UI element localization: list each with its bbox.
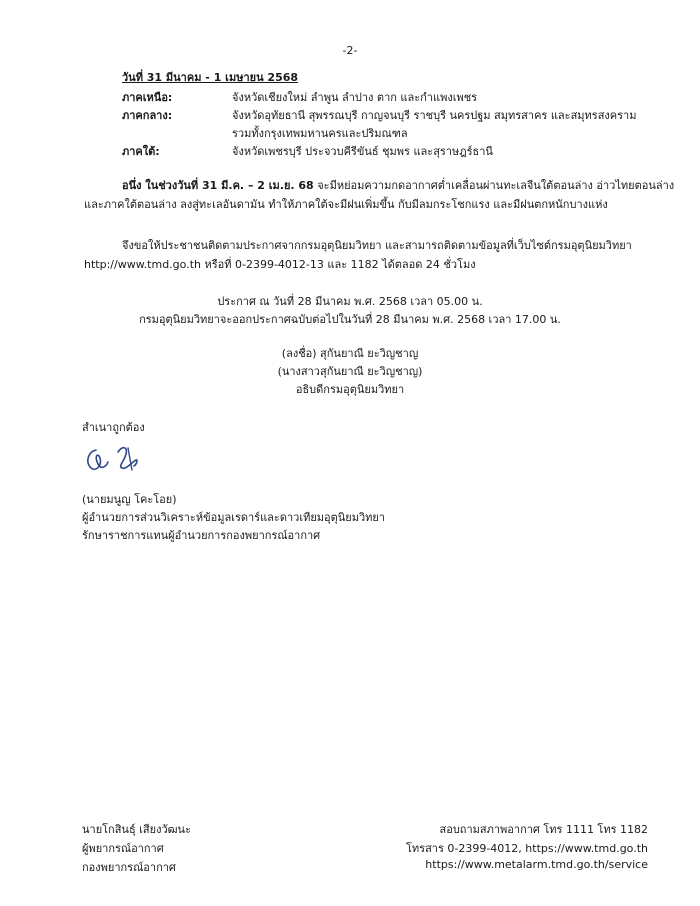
forecast-date-heading: วันที่ 31 มีนาคม - 1 เมษายน 2568: [122, 71, 299, 84]
region-central-label: ภาคกลาง:: [122, 109, 173, 122]
certified-label: สำเนาถูกต้อง: [82, 421, 145, 434]
certified-position-2: รักษาราชการแทนผู้อำนวยการกองพยากรณ์อากาศ: [82, 529, 321, 542]
region-central-text-cont: รวมทั้งกรุงเทพมหานครและปริมณฑล: [232, 127, 408, 140]
notice-line-1: [122, 176, 674, 194]
signatory-name: (นางสาวสุกันยาณี ยะวิญชาญ): [277, 365, 423, 378]
announcement-issued: ประกาศ ณ วันที่ 28 มีนาคม พ.ศ. 2568 เวลา 05.00 น.: [217, 295, 483, 308]
notice-lead: อนึ่ง ในช่วงวันที่ 31 มี.ค. – 2 เม.ย. 68: [122, 179, 314, 192]
advice-line-1: จึงขอให้ประชาชนติดตามประกาศจากกรมอุตุนิยมวิทยา และสามารถติดตามข้อมูลที่เว็บไซต์กรมอุตุนิยมวิทยา: [122, 239, 632, 252]
footer-right-line-1: สอบถามสภาพอากาศ โทร 1111 โทร 1182: [439, 823, 648, 836]
signatory-title: อธิบดีกรมอุตุนิยมวิทยา: [295, 383, 405, 396]
signatory-signed: (ลงชื่อ) สุกันยาณี ยะวิญชาญ: [281, 347, 419, 360]
footer-right-line-3: https://www.metalarm.tmd.go.th/service: [425, 858, 648, 871]
region-central-text: จังหวัดอุทัยธานี สุพรรณบุรี กาญจนบุรี ราชบุรี นครปฐม สมุทรสาคร และสมุทรสงคราม: [232, 109, 637, 122]
footer-left-line-3: กองพยากรณ์อากาศ: [82, 861, 176, 874]
notice-line1-rest: จะมีหย่อมความกดอากาศต่ำเคลื่อนผ่านทะเลจีนใต้ตอนล่าง อ่าวไทยตอนล่าง: [313, 179, 675, 192]
footer-left-line-2: ผู้พยากรณ์อากาศ: [82, 842, 164, 855]
footer-right-line-2: โทรสาร 0-2399-4012, https://www.tmd.go.th: [406, 842, 648, 855]
handwritten-signature: [82, 440, 152, 476]
footer-left-line-1: นายโกสินธุ์ เสียงวัฒนะ: [82, 823, 191, 836]
region-south-label: ภาคใต้:: [122, 145, 160, 158]
page-number: -2-: [342, 44, 358, 57]
certified-position-1: ผู้อำนวยการส่วนวิเคราะห์ข้อมูลเรดาร์และดาวเทียมอุตุนิยมวิทยา: [82, 511, 386, 524]
region-north-label: ภาคเหนือ:: [122, 91, 173, 104]
notice-line-2: และภาคใต้ตอนล่าง ลงสู่ทะเลอันดามัน ทำให้ภาคใต้จะมีฝนเพิ่มขึ้น กับมีลมกระโชกแรง และมีฝนตกหนักบางแห่ง: [84, 198, 608, 211]
region-north-text: จังหวัดเชียงใหม่ ลำพูน ลำปาง ตาก และกำแพงเพชร: [232, 91, 478, 104]
announcement-next: กรมอุตุนิยมวิทยาจะออกประกาศฉบับต่อไปในวันที่ 28 มีนาคม พ.ศ. 2568 เวลา 17.00 น.: [139, 313, 561, 326]
advice-line-2: http://www.tmd.go.th หรือที่ 0-2399-4012-13 และ 1182 ได้ตลอด 24 ชั่วโมง: [84, 258, 476, 271]
region-south-text: จังหวัดเพชรบุรี ประจวบคีรีขันธ์ ชุมพร และสุราษฎร์ธานี: [232, 145, 493, 158]
certified-name: (นายมนูญ โคะโอย): [82, 493, 177, 506]
